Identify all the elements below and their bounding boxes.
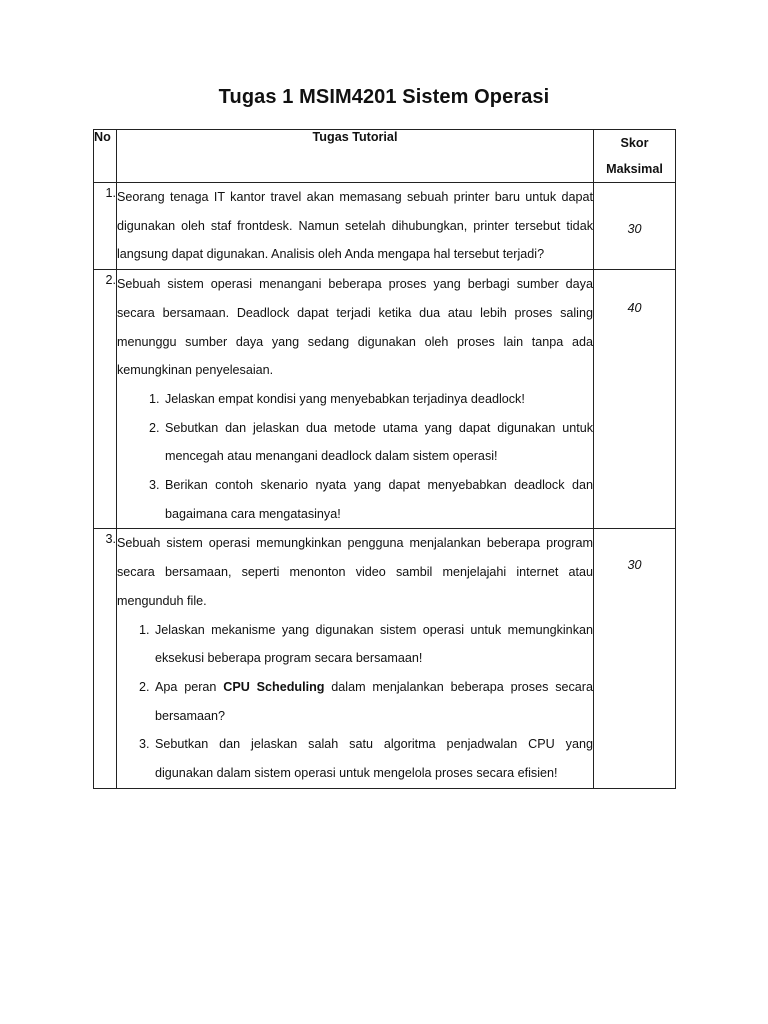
header-score-line1: Skor	[620, 136, 649, 150]
table-row	[94, 529, 676, 788]
sub-question: 2. Sebutkan dan jelaskan dua metode utama yang dapat digunakan untuk mencegah atau menangani deadlock dalam sistem operasi!	[163, 414, 593, 471]
row-number: 1.	[94, 183, 117, 270]
table-row	[94, 183, 676, 270]
sub-question-text: Apa peran	[155, 679, 224, 694]
task-text: Seorang tenaga IT kantor travel akan memasang sebuah printer baru untuk dapat digunakan oleh staf frontdesk. Namun setelah dihubungkan, printer tersebut tidak langsung dapat digunakan. Analisis oleh Anda mengapa hal tersebut terjadi?	[117, 190, 593, 262]
table-header-row	[94, 130, 676, 183]
header-score-line2: Maksimal	[606, 162, 663, 176]
sub-question	[153, 673, 593, 730]
task-cell	[117, 529, 594, 788]
sub-question-list	[117, 616, 593, 788]
sub-question-list	[117, 385, 593, 529]
header-no: No	[94, 130, 117, 183]
table-row	[94, 270, 676, 529]
sub-question: 3. Sebutkan dan jelaskan salah satu algoritma penjadwalan CPU yang digunakan dalam sistem operasi untuk mengelola proses secara efisien!	[153, 730, 593, 787]
row-number: 2.	[94, 270, 117, 529]
task-text: Sebuah sistem operasi memungkinkan pengguna menjalankan beberapa program secara bersamaan, seperti menonton video sambil menjelajahi internet atau mengunduh file.	[117, 536, 593, 608]
task-text: Sebuah sistem operasi menangani beberapa proses yang berbagi sumber daya secara bersamaan. Deadlock dapat terjadi ketika dua atau lebih proses saling menunggu sumber daya yang sedang digunakan oleh proses lain tanpa ada kemungkinan penyelesaian.	[117, 277, 593, 378]
sub-question: 1. Jelaskan empat kondisi yang menyebabkan terjadinya deadlock!	[163, 385, 593, 414]
sub-question-text: dalam menjalankan beberapa proses secara bersamaan?	[155, 679, 593, 723]
task-table	[93, 129, 676, 789]
cpu-scheduling-term: CPU Scheduling	[223, 679, 325, 694]
row-number: 3.	[94, 529, 117, 788]
max-score: 30	[594, 529, 676, 788]
header-task: Tugas Tutorial	[117, 130, 594, 183]
task-cell	[117, 270, 594, 529]
page-title: Tugas 1 MSIM4201 Sistem Operasi	[218, 86, 550, 108]
max-score: 30	[594, 183, 676, 270]
sub-question: 1. Jelaskan mekanisme yang digunakan sistem operasi untuk memungkinkan eksekusi beberapa program secara bersamaan!	[153, 616, 593, 673]
header-score	[594, 130, 676, 183]
task-cell	[117, 183, 594, 270]
sub-question: 3. Berikan contoh skenario nyata yang dapat menyebabkan deadlock dan bagaimana cara mengatasinya!	[163, 471, 593, 528]
max-score: 40	[594, 270, 676, 529]
